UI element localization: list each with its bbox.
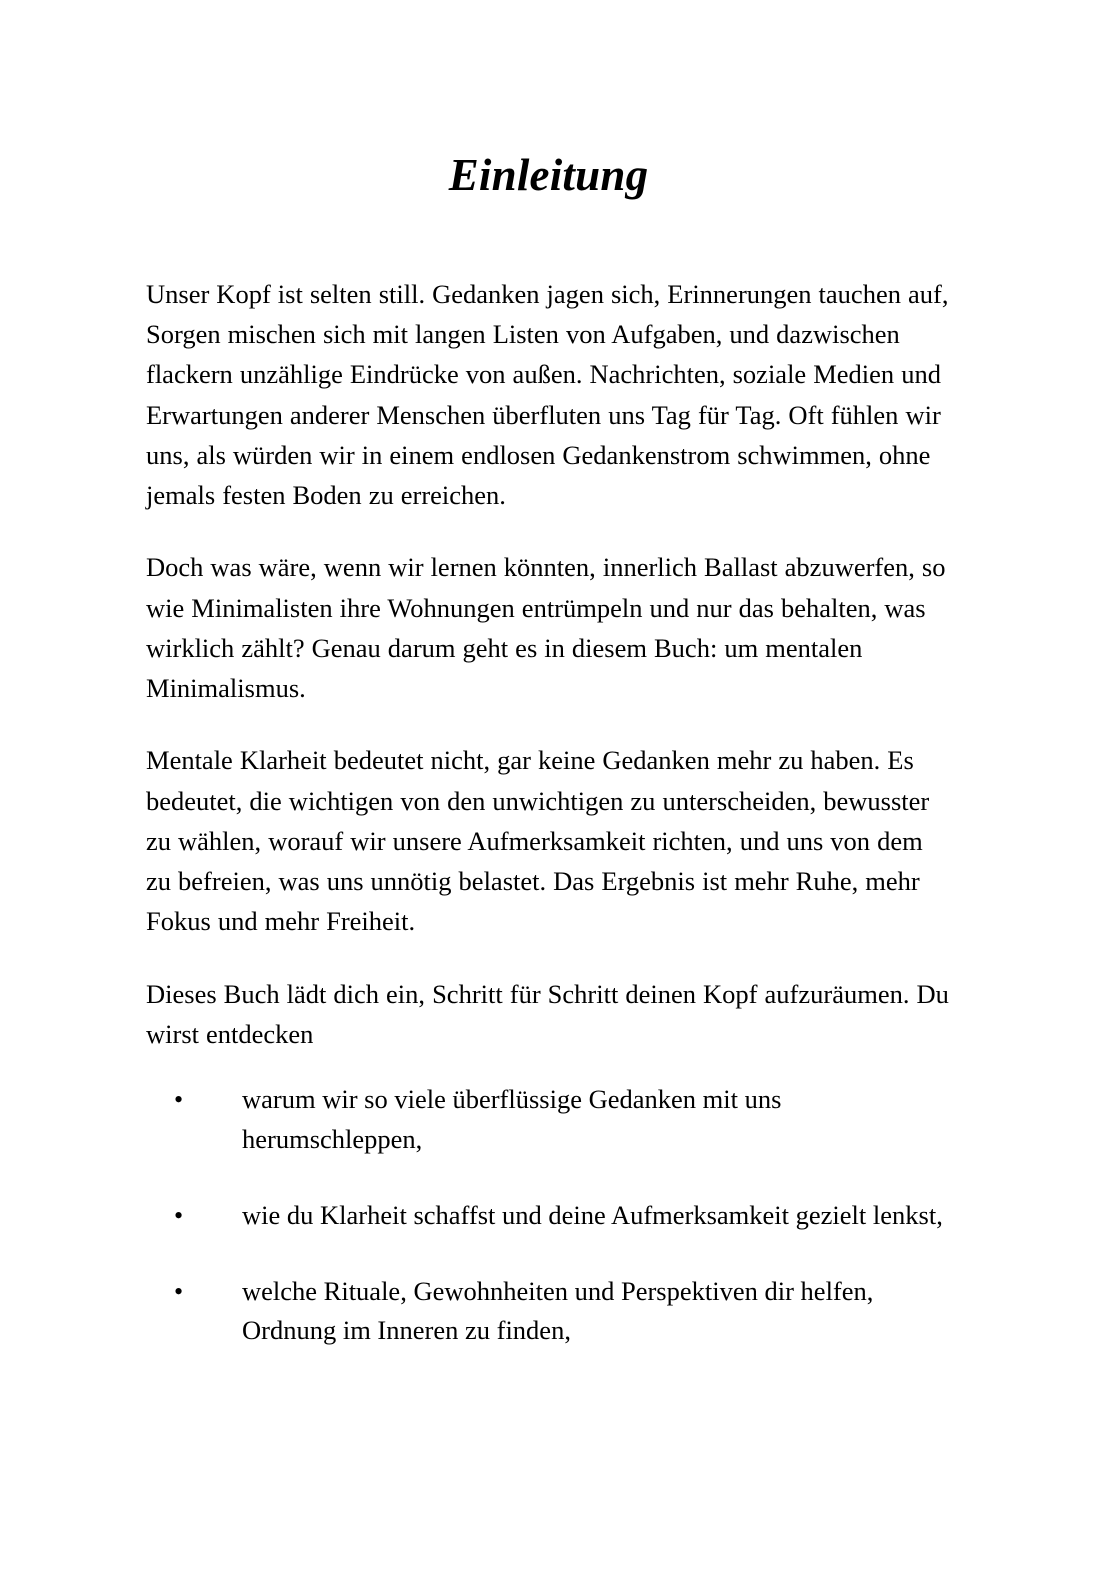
bullet-list xyxy=(146,1080,951,1351)
bullet-icon: • xyxy=(174,1200,184,1230)
page-title: Einleitung xyxy=(448,150,649,200)
bullet-icon: • xyxy=(174,1276,184,1306)
list-item xyxy=(146,1272,951,1352)
bullet-icon: • xyxy=(174,1085,184,1115)
paragraph-2: Doch was wäre, wenn wir lernen könnten, innerlich Ballast abzuwerfen, so wie Minimalisten ihre Wohnungen entrümpeln und nur das behalten, was wirklich zählt? Genau darum geht es in diesem Buch: um mentalen Minimalismus. xyxy=(146,552,946,704)
list-item-text: wie du Klarheit schaffst und deine Aufmerksamkeit gezielt lenkst, xyxy=(242,1199,943,1230)
document-body xyxy=(146,150,951,1387)
list-item xyxy=(146,1196,951,1236)
list-item-text: welche Rituale, Gewohnheiten und Perspektiven dir helfen, Ordnung im Inneren zu finden, xyxy=(242,1275,874,1346)
paragraph-3: Mentale Klarheit bedeutet nicht, gar keine Gedanken mehr zu haben. Es bedeutet, die wichtigen von den unwichtigen zu unterscheiden, bewusster zu wählen, worauf wir unsere Aufmerksamkeit richten, und uns von dem zu befreien, was uns unnötig belastet. Das Ergebnis ist mehr Ruhe, mehr Fokus und mehr Freiheit. xyxy=(146,745,930,937)
paragraph-4: Dieses Buch lädt dich ein, Schritt für Schritt deinen Kopf aufzuräumen. Du wirst entdecken xyxy=(146,978,949,1049)
list-item-text: warum wir so viele überflüssige Gedanken mit uns herumschleppen, xyxy=(242,1084,782,1155)
list-item xyxy=(146,1080,951,1160)
paragraph-1: Unser Kopf ist selten still. Gedanken jagen sich, Erinnerungen tauchen auf, Sorgen mischen sich mit langen Listen von Aufgaben, und dazwischen flackern unzählige Eindrücke von außen. Nachrichten, soziale Medien und Erwartungen anderer Menschen überfluten uns Tag für Tag. Oft fühlen wir uns, als würden wir in einem endlosen Gedankenstrom schwimmen, ohne jemals festen Boden zu erreichen. xyxy=(146,278,949,511)
